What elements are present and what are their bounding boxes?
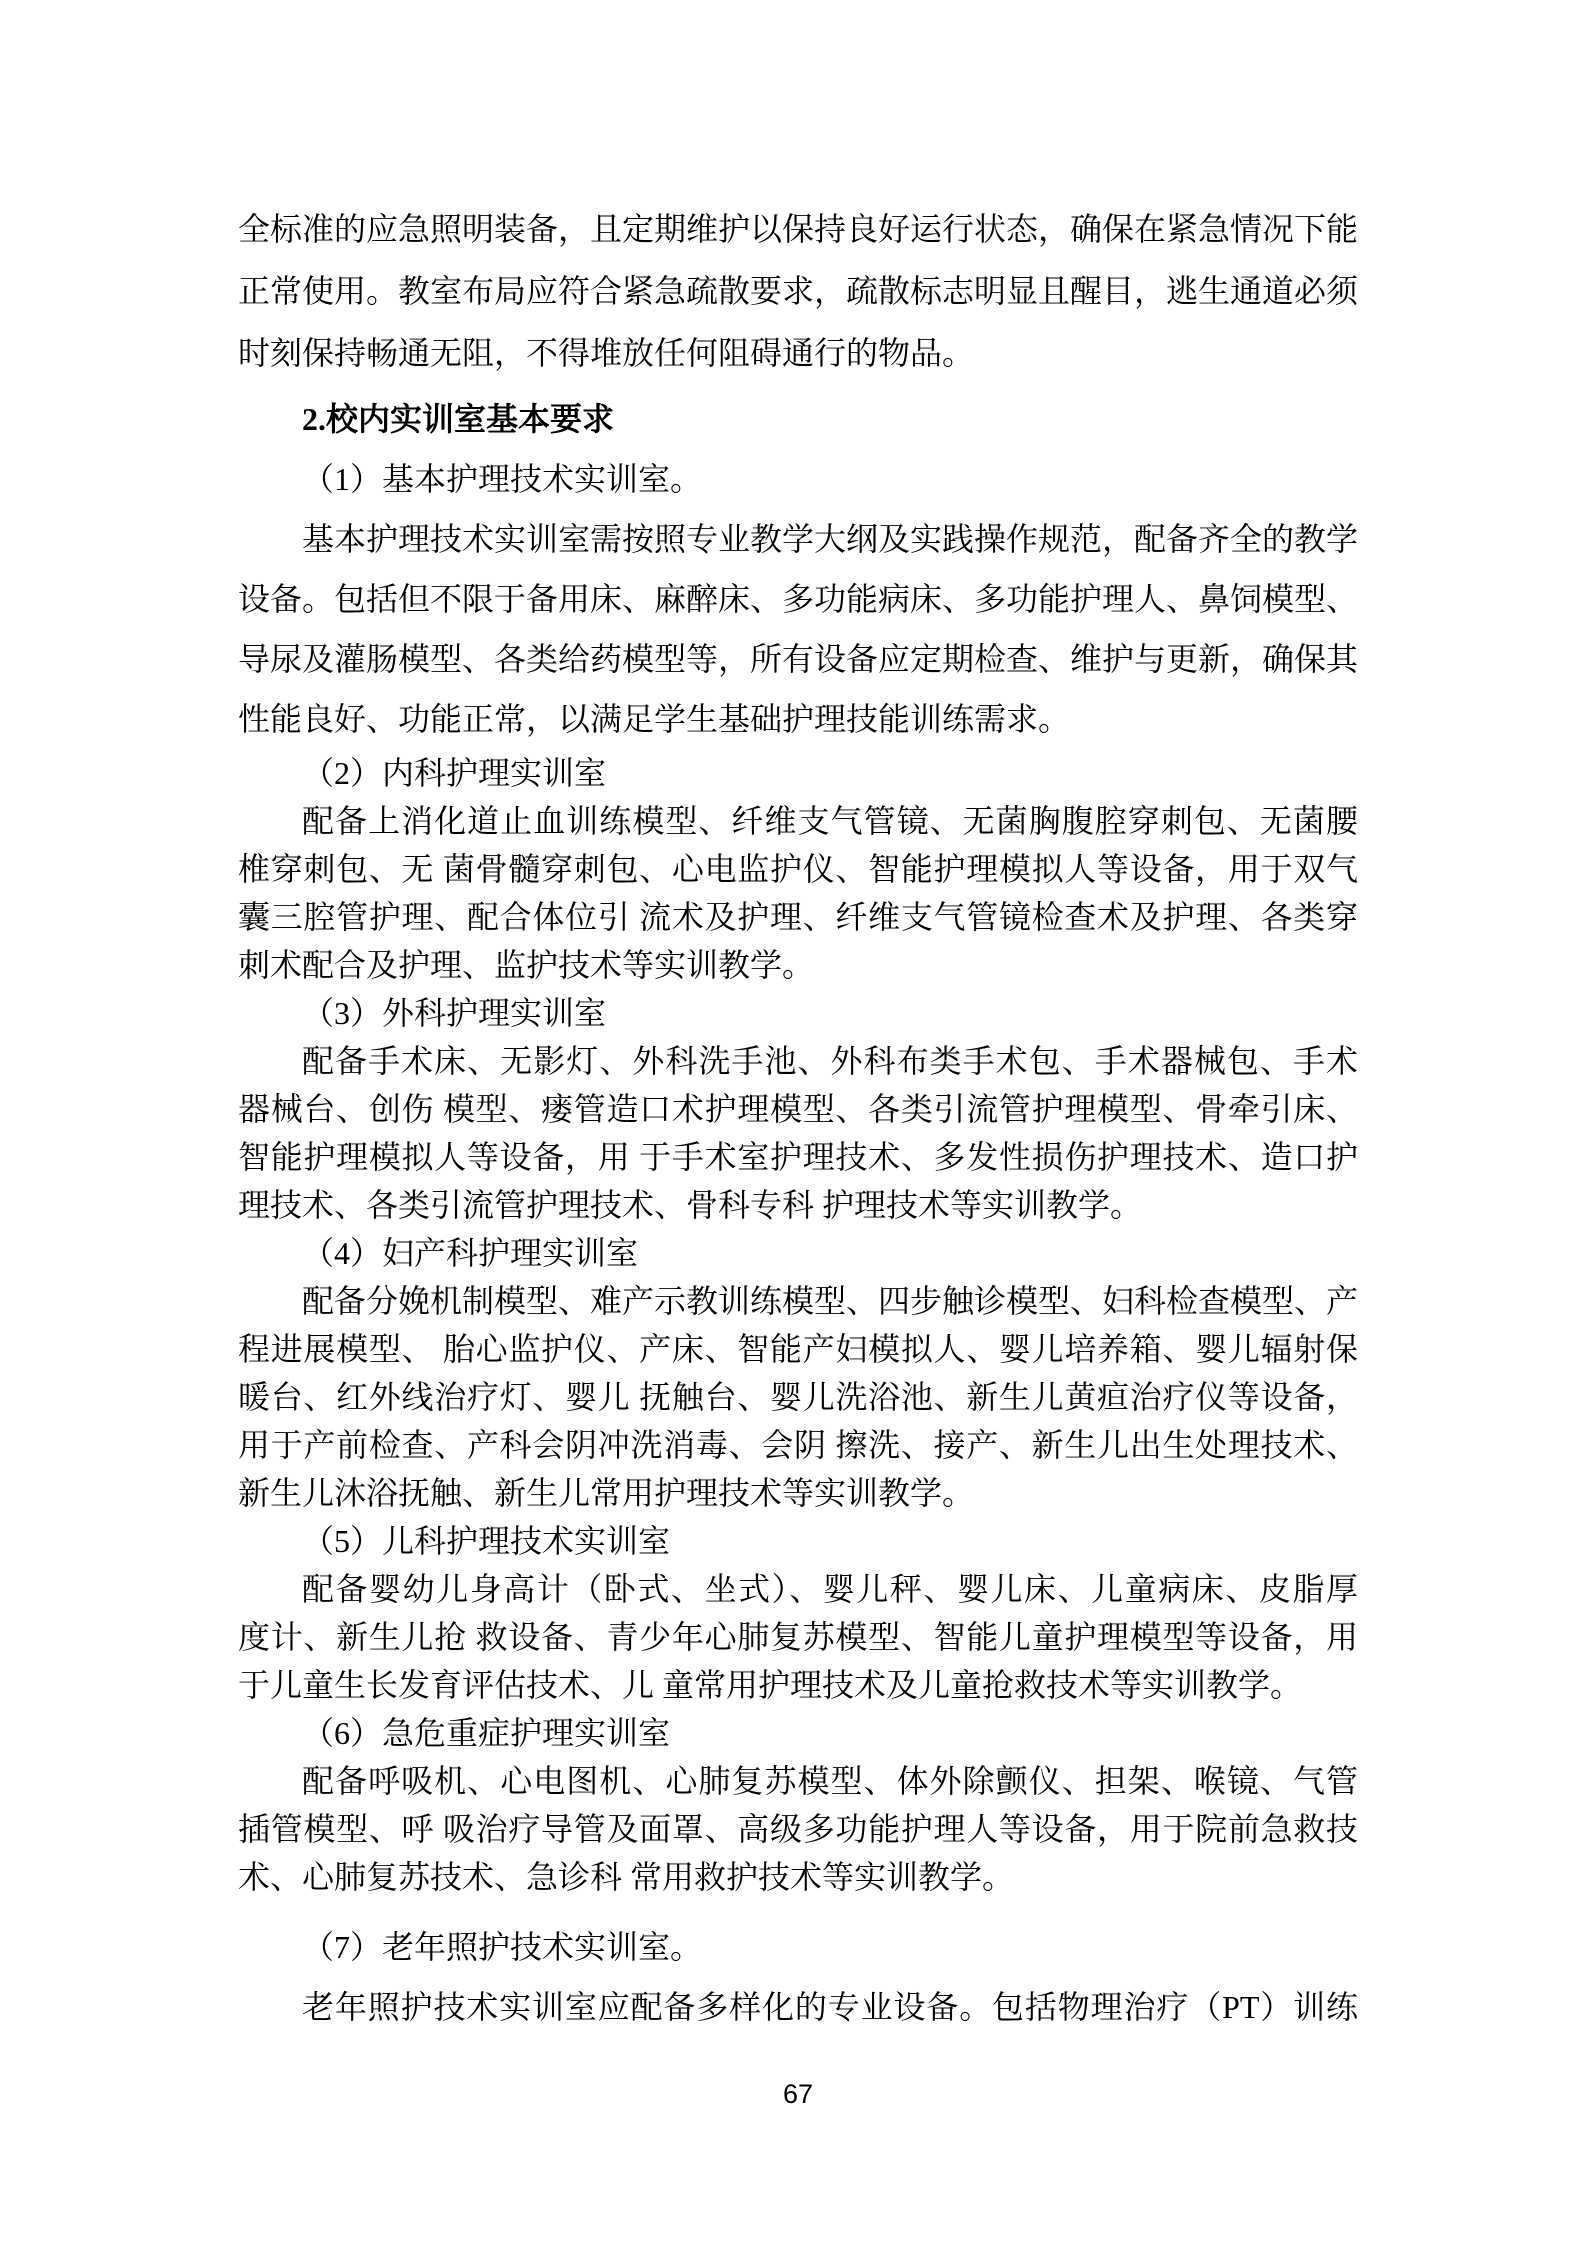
text-line: （2）内科护理实训室 bbox=[302, 755, 607, 791]
text-line: 2.校内实训室基本要求 bbox=[302, 401, 615, 437]
text-line: 全标准的应急照明装备，且定期维护以保持良好运行状态，确保在紧急情况下能 bbox=[238, 211, 1359, 247]
subsection-6-title bbox=[238, 1709, 1358, 1757]
page-number: 67 bbox=[782, 2079, 814, 2109]
subsection-4-title bbox=[238, 1229, 1358, 1277]
text-line: 配备婴幼儿身高计（卧式、坐式）、婴儿秤、婴儿床、儿童病床、皮脂厚 bbox=[302, 1571, 1358, 1607]
text-line: 器械台、创伤 模型、瘘管造口术护理模型、各类引流管护理模型、骨牵引床、 bbox=[238, 1091, 1358, 1127]
text-line: 基本护理技术实训室需按照专业教学大纲及实践操作规范，配备齐全的教学 bbox=[302, 521, 1359, 557]
subsection-7-title bbox=[238, 1917, 1358, 1977]
paragraph-surgical-nursing-room bbox=[238, 1037, 1358, 1229]
document-body bbox=[238, 198, 1358, 2037]
text-line: 程进展模型、 胎心监护仪、产床、智能产妇模拟人、婴儿培养箱、婴儿辐射保 bbox=[238, 1331, 1358, 1367]
text-line: 正常使用。教室布局应符合紧急疏散要求，疏散标志明显且醒目，逃生通道必须 bbox=[238, 273, 1359, 309]
text-line: 椎穿刺包、无 菌骨髓穿刺包、心电监护仪、智能护理模拟人等设备，用于双气 bbox=[238, 851, 1358, 887]
text-line: （1）基本护理技术实训室。 bbox=[302, 461, 703, 497]
section-heading-campus-training-rooms bbox=[238, 389, 1358, 449]
text-line: 老年照护技术实训室应配备多样化的专业设备。包括物理治疗（PT）训练 bbox=[302, 1989, 1358, 2025]
text-line: 配备上消化道止血训练模型、纤维支气管镜、无菌胸腹腔穿刺包、无菌腰 bbox=[302, 803, 1358, 839]
subsection-2-title bbox=[238, 749, 1358, 797]
text-line: 插管模型、呼 吸治疗导管及面罩、高级多功能护理人等设备，用于院前急救技 bbox=[238, 1811, 1358, 1847]
paragraph-emergency-lighting bbox=[238, 198, 1358, 384]
paragraph-internal-medicine-room bbox=[238, 797, 1358, 989]
text-line: 配备手术床、无影灯、外科洗手池、外科布类手术包、手术器械包、手术 bbox=[302, 1043, 1358, 1079]
text-line: 配备分娩机制模型、难产示教训练模型、四步触诊模型、妇科检查模型、产 bbox=[302, 1283, 1359, 1319]
subsection-1-title bbox=[238, 449, 1358, 509]
page-footer bbox=[238, 2079, 1358, 2109]
text-line: 设备。包括但不限于备用床、麻醉床、多功能病床、多功能护理人、鼻饲模型、 bbox=[238, 581, 1359, 617]
text-line: （4）妇产科护理实训室 bbox=[302, 1235, 639, 1271]
text-line: （3）外科护理实训室 bbox=[302, 995, 607, 1031]
text-line: 新生儿沐浴抚触、新生儿常用护理技术等实训教学。 bbox=[238, 1475, 975, 1511]
subsection-5-title bbox=[238, 1517, 1358, 1565]
text-line: 术、心肺复苏技术、急诊科 常用救护技术等实训教学。 bbox=[238, 1859, 1015, 1895]
text-line: 理技术、各类引流管护理技术、骨科专科 护理技术等实训教学。 bbox=[238, 1187, 1143, 1223]
text-line: （6）急危重症护理实训室 bbox=[302, 1715, 671, 1751]
paragraph-basic-nursing-room bbox=[238, 509, 1358, 749]
text-line: （5）儿科护理技术实训室 bbox=[302, 1523, 671, 1559]
text-line: 导尿及灌肠模型、各类给药模型等，所有设备应定期检查、维护与更新，确保其 bbox=[238, 641, 1359, 677]
paragraph-pediatric-room bbox=[238, 1565, 1358, 1709]
paragraph-emergency-critical-room bbox=[238, 1757, 1358, 1901]
text-line: 配备呼吸机、心电图机、心肺复苏模型、体外除颤仪、担架、喉镜、气管 bbox=[302, 1763, 1358, 1799]
subsection-3-title bbox=[238, 989, 1358, 1037]
text-line: 刺术配合及护理、监护技术等实训教学。 bbox=[238, 947, 815, 983]
text-line: 用于产前检查、产科会阴冲洗消毒、会阴 擦洗、接产、新生儿出生处理技术、 bbox=[238, 1427, 1358, 1463]
paragraph-elderly-care-room bbox=[238, 1977, 1358, 2037]
text-line: 于儿童生长发育评估技术、儿 童常用护理技术及儿童抢救技术等实训教学。 bbox=[238, 1667, 1303, 1703]
text-line: 智能护理模拟人等设备，用 于手术室护理技术、多发性损伤护理技术、造口护 bbox=[238, 1139, 1358, 1175]
text-line: 时刻保持畅通无阻，不得堆放任何阻碍通行的物品。 bbox=[238, 335, 975, 371]
text-line: （7）老年照护技术实训室。 bbox=[302, 1929, 703, 1965]
text-line: 暖台、红外线治疗灯、婴儿 抚触台、婴儿洗浴池、新生儿黄疸治疗仪等设备， bbox=[238, 1379, 1358, 1415]
text-line: 囊三腔管护理、配合体位引 流术及护理、纤维支气管镜检查术及护理、各类穿 bbox=[238, 899, 1358, 935]
paragraph-obstetrics-room bbox=[238, 1277, 1358, 1517]
text-line: 性能良好、功能正常，以满足学生基础护理技能训练需求。 bbox=[238, 701, 1071, 737]
text-line: 度计、新生儿抢 救设备、青少年心肺复苏模型、智能儿童护理模型等设备，用 bbox=[238, 1619, 1358, 1655]
